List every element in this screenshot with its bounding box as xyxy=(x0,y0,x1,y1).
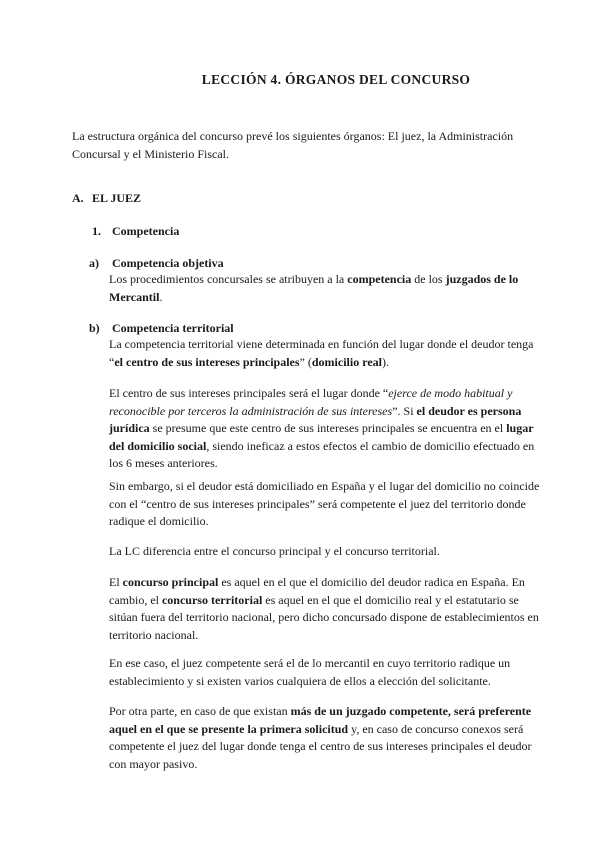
section-a-title: EL JUEZ xyxy=(92,191,142,205)
item-b-paragraph-5 xyxy=(109,574,541,644)
text-run: El xyxy=(109,575,123,589)
intro-paragraph: La estructura orgánica del concurso prevé los siguientes órganos: El juez, la Administración Concursal y el Ministerio Fiscal. xyxy=(72,129,514,161)
text-run: es aquel en el que el domicilio real y el estatutario se sitúan fuera del territorio nacional, pero dicho concursado dispone de establecimientos en territorio nacional. xyxy=(109,592,539,642)
subsection-1-label: 1. xyxy=(92,224,101,238)
subsection-1-title: Competencia xyxy=(112,224,180,238)
text-run: y, en caso de concurso conexos será competente el juez del lugar donde tenga el centro de sus intereses principales el deudor con mayor pasivo. xyxy=(109,721,532,771)
item-b-paragraph-7 xyxy=(109,703,541,773)
text-run: se presume que este centro de sus intereses principales se encuentra en el xyxy=(149,421,507,436)
item-b-paragraph-3: Sin embargo, si el deudor está domiciliado en España y el lugar del domicilio no coincide con el “centro de sus intereses principales” será competente el juez del territorio donde radique el domicilio. xyxy=(109,479,540,529)
page-title: LECCIÓN 4. ÓRGANOS DEL CONCURSO xyxy=(201,72,471,87)
subsection-1-heading xyxy=(92,224,179,239)
text-run: La competencia territorial viene determinada en función del lugar donde el deudor tenga “ xyxy=(109,337,534,369)
bold-run: lugar del domicilio social xyxy=(109,421,534,453)
italic-run: ejerce de modo habitual y reconocible por terceros la administración de sus intereses xyxy=(109,386,513,418)
bold-run: concurso territorial xyxy=(161,592,263,607)
bold-run: el deudor es persona jurídica xyxy=(109,403,522,436)
item-b-heading xyxy=(89,321,234,336)
item-a-label: a) xyxy=(89,256,99,270)
text-run: Por otra parte, en caso de que existan xyxy=(109,704,291,718)
bold-run: domicilio real xyxy=(311,354,382,369)
bold-run: concurso principal xyxy=(122,575,219,589)
item-b-paragraph-6: En ese caso, el juez competente será el de lo mercantil en cuyo territorio radique un establecimiento y si existen varios cualquiera de ellos a elección del solicitante. xyxy=(109,656,511,688)
item-b-paragraph-4: La LC diferencia entre el concurso principal y el concurso territorial. xyxy=(109,544,440,558)
text-run: . xyxy=(159,289,163,304)
text-run: Los procedimientos concursales se atribuyen a la xyxy=(109,272,348,286)
item-a-heading xyxy=(89,256,224,271)
bold-run: competencia xyxy=(347,272,412,286)
text-run: ” ( xyxy=(299,354,312,369)
item-b-title: Competencia territorial xyxy=(112,321,234,335)
text-run: El centro de sus intereses principales será el lugar donde “ xyxy=(109,386,389,400)
bold-run: más de un juzgado competente, será preferente aquel en el que se presente la primera solicitud xyxy=(109,704,532,736)
section-a-label: A. xyxy=(72,191,84,205)
text-run: es aquel en el que el domicilio del deudor radica en España. En cambio, el xyxy=(109,575,525,607)
item-b-paragraph-2 xyxy=(109,385,541,473)
bold-run: juzgados de lo Mercantil xyxy=(109,272,519,304)
bold-run: el centro de sus intereses principales xyxy=(114,354,300,369)
text-run: , siendo ineficaz a estos efectos el cambio de domicilio efectuado en los 6 meses anteriores. xyxy=(109,438,535,471)
text-run: ). xyxy=(381,354,389,369)
text-run: de los xyxy=(411,272,446,286)
item-a-title: Competencia objetiva xyxy=(112,256,224,270)
text-run: ”. Si xyxy=(392,403,417,418)
item-a-paragraph-1 xyxy=(109,271,541,306)
item-b-label: b) xyxy=(89,321,100,335)
item-b-paragraph-1 xyxy=(109,336,541,371)
section-a-heading xyxy=(72,191,141,206)
